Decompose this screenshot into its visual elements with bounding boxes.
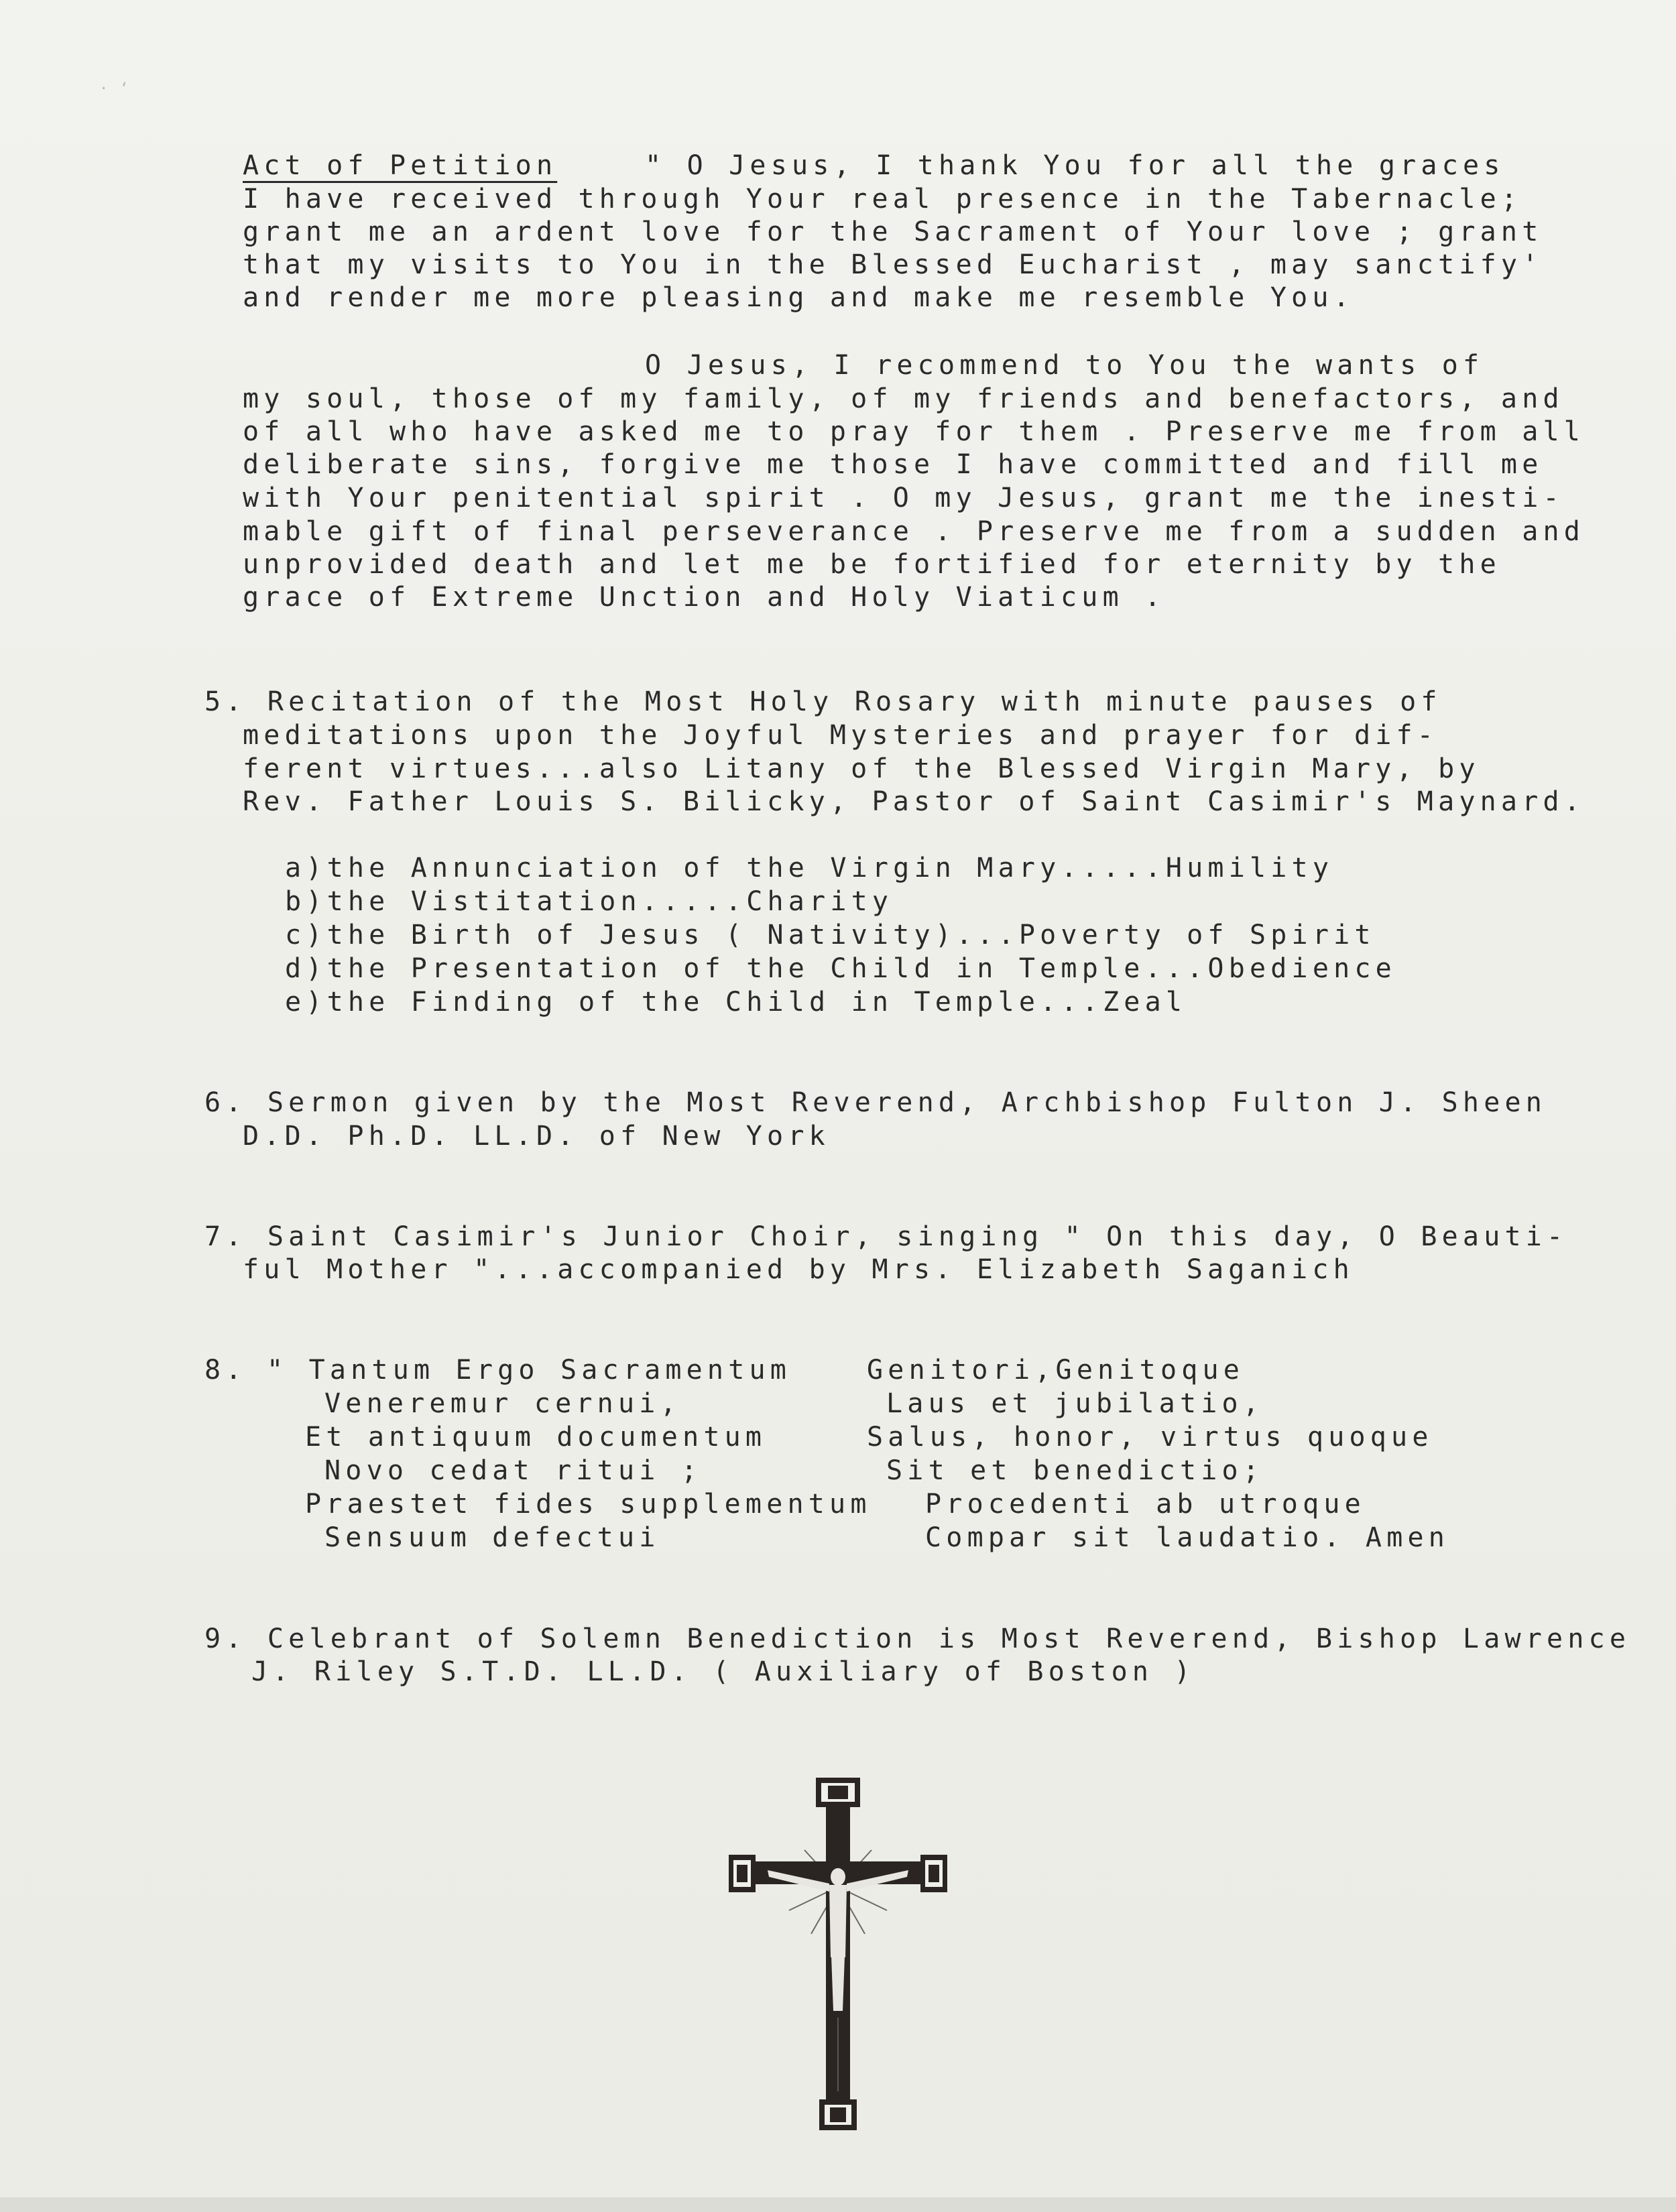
hymn-right-line: Genitori,Genitoque	[867, 1355, 1245, 1386]
hymn-right-line: Procedenti ab utroque	[925, 1489, 1366, 1520]
petition-line: unprovided death and let me be fortified for eternity by the	[243, 549, 1501, 580]
petition-line: I have received through Your real presence in the Tabernacle;	[243, 184, 1522, 214]
mystery-item: d)the Presentation of the Child in Temple...Obedience	[285, 953, 1396, 984]
hymn-left-line: Praestet fides supplementum	[305, 1489, 872, 1520]
petition-line: my soul, those of my family, of my friends and benefactors, and	[243, 383, 1564, 414]
petition-line: grant me an ardent love for the Sacrament of Your love ; grant	[243, 217, 1543, 247]
item6-line: 6. Sermon given by the Most Reverend, Archbishop Fulton J. Sheen	[204, 1087, 1547, 1118]
hymn-left-line: Et antiquum documentum	[305, 1422, 767, 1453]
item5-line: meditations upon the Joyful Mysteries and prayer for dif-	[243, 720, 1439, 751]
page-edge	[0, 2197, 1676, 2212]
item7-line: ful Mother "...accompanied by Mrs. Elizabeth Saganich	[243, 1254, 1354, 1285]
item8-number: 8.	[204, 1355, 247, 1386]
item9-line: J. Riley S.T.D. LL.D. ( Auxiliary of Boston )	[251, 1656, 1195, 1687]
item7-line: 7. Saint Casimir's Junior Choir, singing " On this day, O Beauti-	[204, 1221, 1568, 1252]
hymn-left-line: " Tantum Ergo Sacramentum	[267, 1355, 792, 1386]
item5-line: Rev. Father Louis S. Bilicky, Pastor of Saint Casimir's Maynard.	[243, 786, 1585, 817]
hymn-right-line: Sit et benedictio;	[886, 1455, 1264, 1486]
crucifix-icon	[727, 1776, 949, 2132]
item5-line: 5. Recitation of the Most Holy Rosary with minute pauses of	[204, 686, 1442, 717]
petition-line: and render me more pleasing and make me resemble You.	[243, 282, 1354, 313]
hymn-left-line: Novo cedat ritui ;	[324, 1455, 703, 1486]
hymn-left-line: Veneremur cernui,	[324, 1388, 681, 1419]
petition-line: that my visits to You in the Blessed Eucharist , may sanctify'	[243, 249, 1543, 280]
mystery-item: b)the Vistitation.....Charity	[285, 886, 894, 917]
petition-line: mable gift of final perseverance . Preserve me from a sudden and	[243, 516, 1585, 547]
mystery-item: a)the Annunciation of the Virgin Mary.....Humility	[285, 853, 1334, 883]
petition-line: grace of Extreme Unction and Holy Viaticum .	[243, 582, 1166, 613]
hymn-right-line: Compar sit laudatio. Amen	[925, 1522, 1450, 1553]
petition-line: O Jesus, I recommend to You the wants of	[645, 350, 1484, 381]
item9-line: 9. Celebrant of Solemn Benediction is Most Reverend, Bishop Lawrence	[204, 1623, 1631, 1654]
petition-line: of all who have asked me to pray for them . Preserve me from all	[243, 416, 1585, 447]
petition-line: with Your penitential spirit . O my Jesus, grant me the inesti-	[243, 483, 1564, 513]
petition-line: deliberate sins, forgive me those I have committed and fill me	[243, 449, 1543, 480]
mystery-item: e)the Finding of the Child in Temple...Zeal	[285, 987, 1187, 1018]
item6-line: D.D. Ph.D. LL.D. of New York	[243, 1121, 830, 1152]
petition-title: Act of Petition	[243, 150, 558, 181]
hymn-left-line: Sensuum defectui	[324, 1522, 660, 1553]
petition-line: " O Jesus, I thank You for all the graces	[645, 150, 1505, 181]
hymn-right-line: Salus, honor, virtus quoque	[867, 1422, 1433, 1453]
item5-line: ferent virtues...also Litany of the Blessed Virgin Mary, by	[243, 753, 1480, 784]
corner-mark: · ʻ	[99, 80, 130, 97]
hymn-right-line: Laus et jubilatio,	[886, 1388, 1264, 1419]
mystery-item: c)the Birth of Jesus ( Nativity)...Poverty of Spirit	[285, 920, 1376, 950]
